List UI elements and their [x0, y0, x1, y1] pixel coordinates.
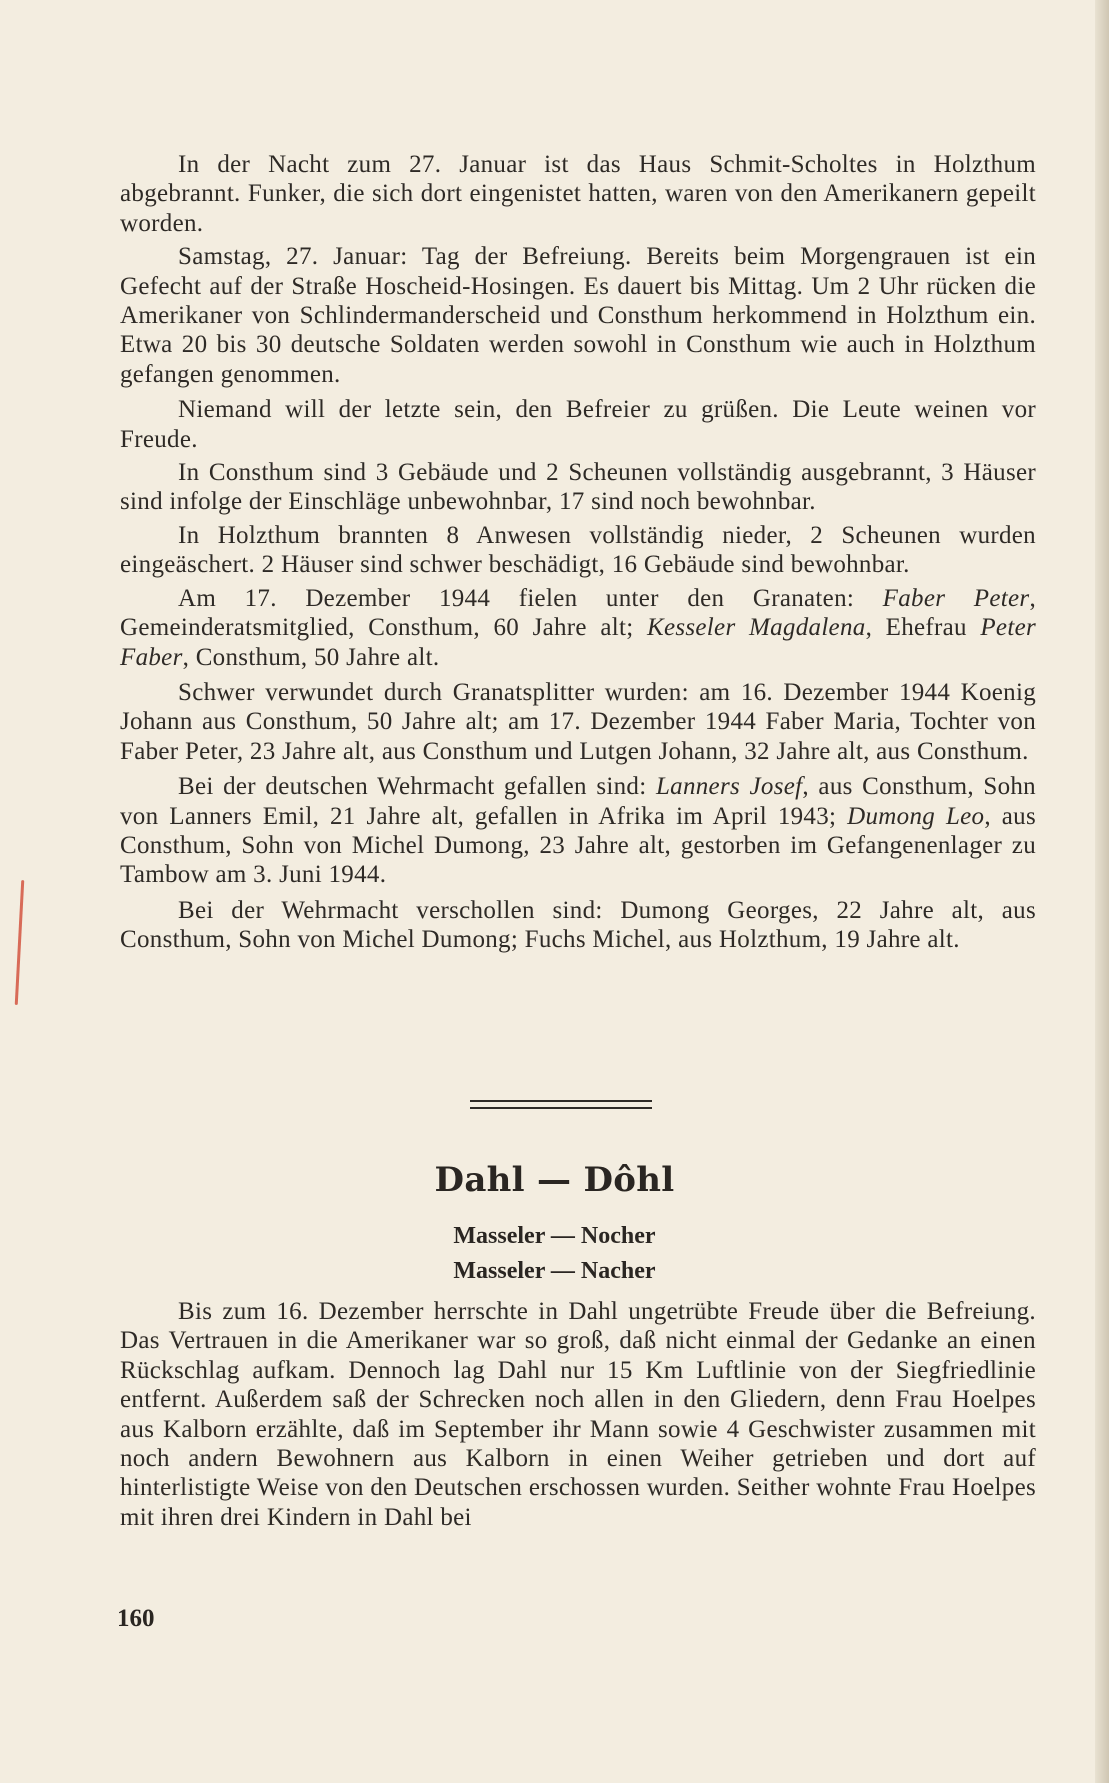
italic-name: Lanners Josef — [655, 773, 803, 801]
paragraph — [120, 1297, 1036, 1532]
paragraph — [120, 521, 1036, 580]
italic-name: Peter Faber — [120, 614, 1036, 671]
paragraph — [120, 395, 1036, 454]
section-title: Dahl — Dôhl — [434, 1160, 675, 1200]
text-run: Bei der Wehrmacht verschollen sind: Dumong Georges, 22 Jahre alt, aus Consthum, Sohn von Michel Dumong; Fuchs Michel, aus Holzthum, 19 Jahre alt. — [120, 896, 1036, 954]
section-subtitle-1: Masseler — Nocher — [453, 1223, 656, 1249]
paragraph — [120, 150, 1036, 238]
text-run: Am 17. Dezember 1944 fielen unter den Granaten: — [178, 584, 883, 612]
text-run: , aus Consthum, Sohn von Lanners Emil, 21 Jahre alt, gefallen in Afrika im April 1943; — [120, 773, 1036, 830]
paragraph — [120, 584, 1036, 672]
paragraph — [120, 458, 1036, 517]
italic-name: Dumong Leo — [847, 802, 985, 830]
paragraph — [120, 678, 1036, 766]
text-run: , Ehefrau — [865, 614, 981, 642]
italic-name: Kesseler Magdalena — [646, 614, 866, 642]
section-subtitle-2: Masseler — Nacher — [453, 1258, 656, 1284]
text-run: Bei der deutschen Wehrmacht gefallen sind: — [178, 773, 656, 801]
red-margin-mark — [15, 880, 25, 1005]
page-edge-shadow — [1095, 0, 1109, 1783]
section1-body — [120, 150, 1036, 956]
page-number: 160 — [117, 1605, 155, 1632]
text-run: Bis zum 16. Dezember herrschte in Dahl ungetrübte Freude über die Befreiung. Das Vertrauen in die Amerikaner war so groß, daß nicht einmal der Gedanke an einen Rückschlag aufkam. Dennoch lag Dahl nur 15 Km Luftlinie von der Siegfriedlinie entfernt. Außerdem saß der Schrecken noch allen in den Gliedern, denn Frau Hoelpes aus Kalborn erzählte, daß im September ihr Mann sowie 4 Geschwister zusammen mit noch andern Bewohnern aus Kalborn in einen Weiher getrieben und dort auf hinterlistigte Weise von den Deutschen erschossen wurden. Seither wohnte Frau Hoelpes mit ihren drei Kindern in Dahl bei — [120, 1298, 1036, 1531]
italic-name: Faber Peter — [882, 584, 1030, 612]
text-run: Niemand will der letzte sein, den Befreier zu grüßen. Die Leute weinen vor Freude. — [120, 396, 1036, 453]
paragraph — [120, 772, 1036, 890]
text-run: , Gemeinderatsmitglied, Consthum, 60 Jahre alt; — [120, 584, 1036, 642]
text-run: Samstag, 27. Januar: Tag der Befreiung. Bereits beim Morgengrauen ist ein Gefecht auf der Straße Hoscheid-Hosingen. Es dauert bis Mittag. Um 2 Uhr rücken die Amerikaner von Schlindermanderscheid und Consthum herkommend in Holzthum ein. Etwa 20 bis 30 deutsche Soldaten werden sowohl in Consthum wie auch in Holzthum gefangen genommen. — [120, 243, 1036, 388]
text-run: In Consthum sind 3 Gebäude und 2 Scheunen vollständig ausgebrannt, 3 Häuser sind infolge der Einschläge unbewohnbar, 17 sind noch bewohnbar. — [120, 459, 1036, 516]
section-divider — [470, 1100, 652, 1109]
paragraph — [120, 896, 1036, 955]
text-run: In der Nacht zum 27. Januar ist das Haus Schmit-Scholtes in Holzthum abgebrannt. Funker, die sich dort eingenistet hatten, waren von den Amerikanern gepeilt worden. — [120, 151, 1036, 237]
text-run: In Holzthum brannten 8 Anwesen vollständig nieder, 2 Scheunen wurden eingeäschert. 2 Häuser sind schwer beschädigt, 16 Gebäude sind bewohnbar. — [120, 521, 1036, 579]
section2-body — [120, 1297, 1036, 1533]
paragraph — [120, 242, 1036, 389]
text-run: Schwer verwundet durch Granatsplitter wurden: am 16. Dezember 1944 Koenig Johann aus Consthum, 50 Jahre alt; am 17. Dezember 1944 Faber Maria, Tochter von Faber Peter, 23 Jahre alt, aus Consthum und Lutgen Johann, 32 Jahre alt, aus Consthum. — [120, 678, 1036, 765]
text-run: , aus Consthum, Sohn von Michel Dumong, 23 Jahre alt, gestorben im Gefangenenlager zu Tambow am 3. Juni 1944. — [120, 802, 1036, 889]
text-run: , Consthum, 50 Jahre alt. — [182, 643, 440, 671]
